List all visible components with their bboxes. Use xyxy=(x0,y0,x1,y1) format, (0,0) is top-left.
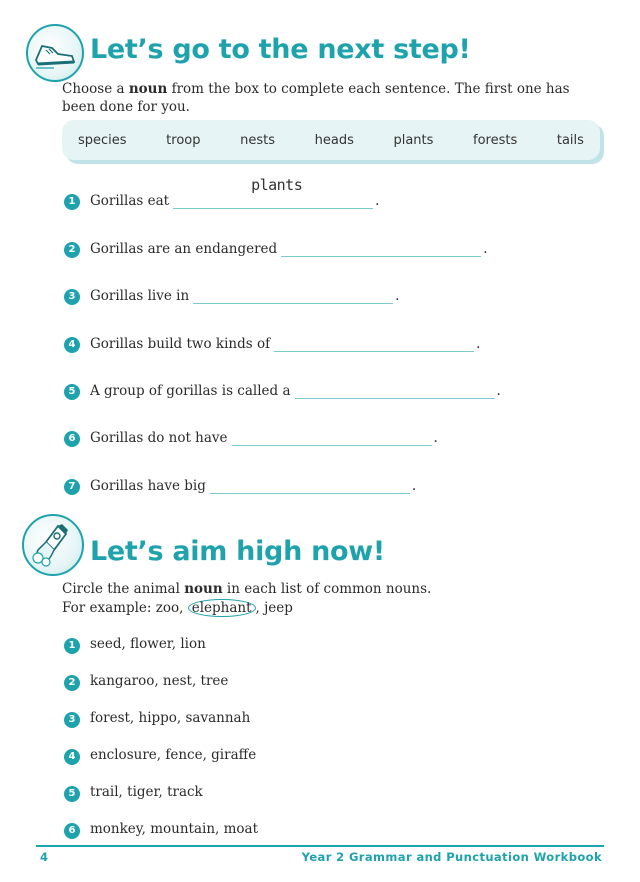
rocket-icon xyxy=(22,514,84,576)
item-number: 1 xyxy=(64,638,80,654)
word-box xyxy=(62,120,600,160)
item-number: 6 xyxy=(64,431,80,447)
answer-blank[interactable] xyxy=(210,479,410,494)
sentence-punct: . xyxy=(433,430,438,446)
sentence-punct: . xyxy=(375,193,380,209)
answer-blank[interactable] xyxy=(295,384,495,399)
section2-instruction xyxy=(62,580,602,598)
sentence-item xyxy=(90,383,501,399)
word-box-item: tails xyxy=(556,132,584,148)
sentence-punct: . xyxy=(496,383,501,399)
answer-blank[interactable] xyxy=(193,289,393,304)
item-number: 5 xyxy=(64,786,80,802)
item-number: 6 xyxy=(64,823,80,839)
word-list-item[interactable]: forest, hippo, savannah xyxy=(90,710,251,726)
instruction-text: Circle the animal xyxy=(62,581,185,597)
item-number: 1 xyxy=(64,194,80,210)
instruction-text: Choose a xyxy=(62,81,129,97)
sentence-item xyxy=(90,430,438,446)
sentence-text: Gorillas are an endangered xyxy=(90,241,278,257)
sentence-item xyxy=(90,478,416,494)
sentence-punct: . xyxy=(395,288,400,304)
section1-title: Let’s go to the next step! xyxy=(90,34,471,65)
sentence-item xyxy=(90,241,487,257)
word-box-item: species xyxy=(78,132,127,148)
instruction-text: in each list of common nouns. xyxy=(222,581,432,597)
answer-blank[interactable] xyxy=(173,176,373,209)
page-number: 4 xyxy=(40,850,49,864)
sentence-item xyxy=(90,176,380,209)
sentence-punct: . xyxy=(411,478,417,494)
footer-divider xyxy=(36,845,604,847)
item-number: 2 xyxy=(64,675,80,691)
item-number: 3 xyxy=(64,712,80,728)
item-number: 3 xyxy=(64,289,80,305)
word-list-item[interactable]: kangaroo, nest, tree xyxy=(90,673,229,689)
word-box-item: heads xyxy=(314,132,354,148)
section2-example xyxy=(62,599,602,617)
instruction-bold-word: noun xyxy=(184,581,223,597)
word-list-item[interactable]: trail, tiger, track xyxy=(90,784,203,800)
instruction-bold-word: noun xyxy=(128,81,168,97)
word-box-item: troop xyxy=(166,132,201,148)
word-box-item: nests xyxy=(240,132,275,148)
sentence-text: Gorillas build two kinds of xyxy=(90,336,271,352)
answer-blank[interactable] xyxy=(232,431,432,446)
item-number: 7 xyxy=(64,479,80,495)
sentence-item xyxy=(90,288,399,304)
section1-instruction xyxy=(62,80,602,116)
word-list-item[interactable]: enclosure, fence, giraffe xyxy=(90,747,257,763)
sneaker-icon-graphic xyxy=(28,26,82,80)
word-list-item[interactable]: monkey, mountain, moat xyxy=(90,821,258,837)
sentence-text: Gorillas live in xyxy=(90,288,190,304)
sentence-text: Gorillas have big xyxy=(90,478,206,494)
sentence-punct: . xyxy=(483,241,488,257)
sentence-item xyxy=(90,336,480,352)
answer-blank[interactable] xyxy=(281,242,481,257)
word-list-item[interactable]: seed, flower, lion xyxy=(90,636,206,652)
example-circled-word: elephant xyxy=(188,599,256,617)
answer-blank[interactable] xyxy=(274,337,474,352)
sentence-text: A group of gorillas is called a xyxy=(90,383,291,399)
item-number: 2 xyxy=(64,242,80,258)
item-number: 4 xyxy=(64,749,80,765)
item-number: 5 xyxy=(64,384,80,400)
example-text: , jeep xyxy=(255,600,293,616)
sneaker-icon xyxy=(26,24,84,82)
rocket-icon-graphic xyxy=(24,516,82,574)
word-box-item: plants xyxy=(393,132,434,148)
example-text: For example: zoo, xyxy=(62,600,188,616)
word-box-item: forests xyxy=(473,132,518,148)
section2-title: Let’s aim high now! xyxy=(90,536,385,567)
sentence-text: Gorillas do not have xyxy=(90,430,228,446)
item-number: 4 xyxy=(64,337,80,353)
instruction-text: from the box to complete each sentence. The first one has been done for you. xyxy=(62,81,570,115)
sentence-text: Gorillas eat xyxy=(90,193,170,209)
sentence-punct: . xyxy=(476,336,481,352)
book-title: Year 2 Grammar and Punctuation Workbook xyxy=(301,850,602,864)
handwritten-answer: plants xyxy=(251,176,303,194)
